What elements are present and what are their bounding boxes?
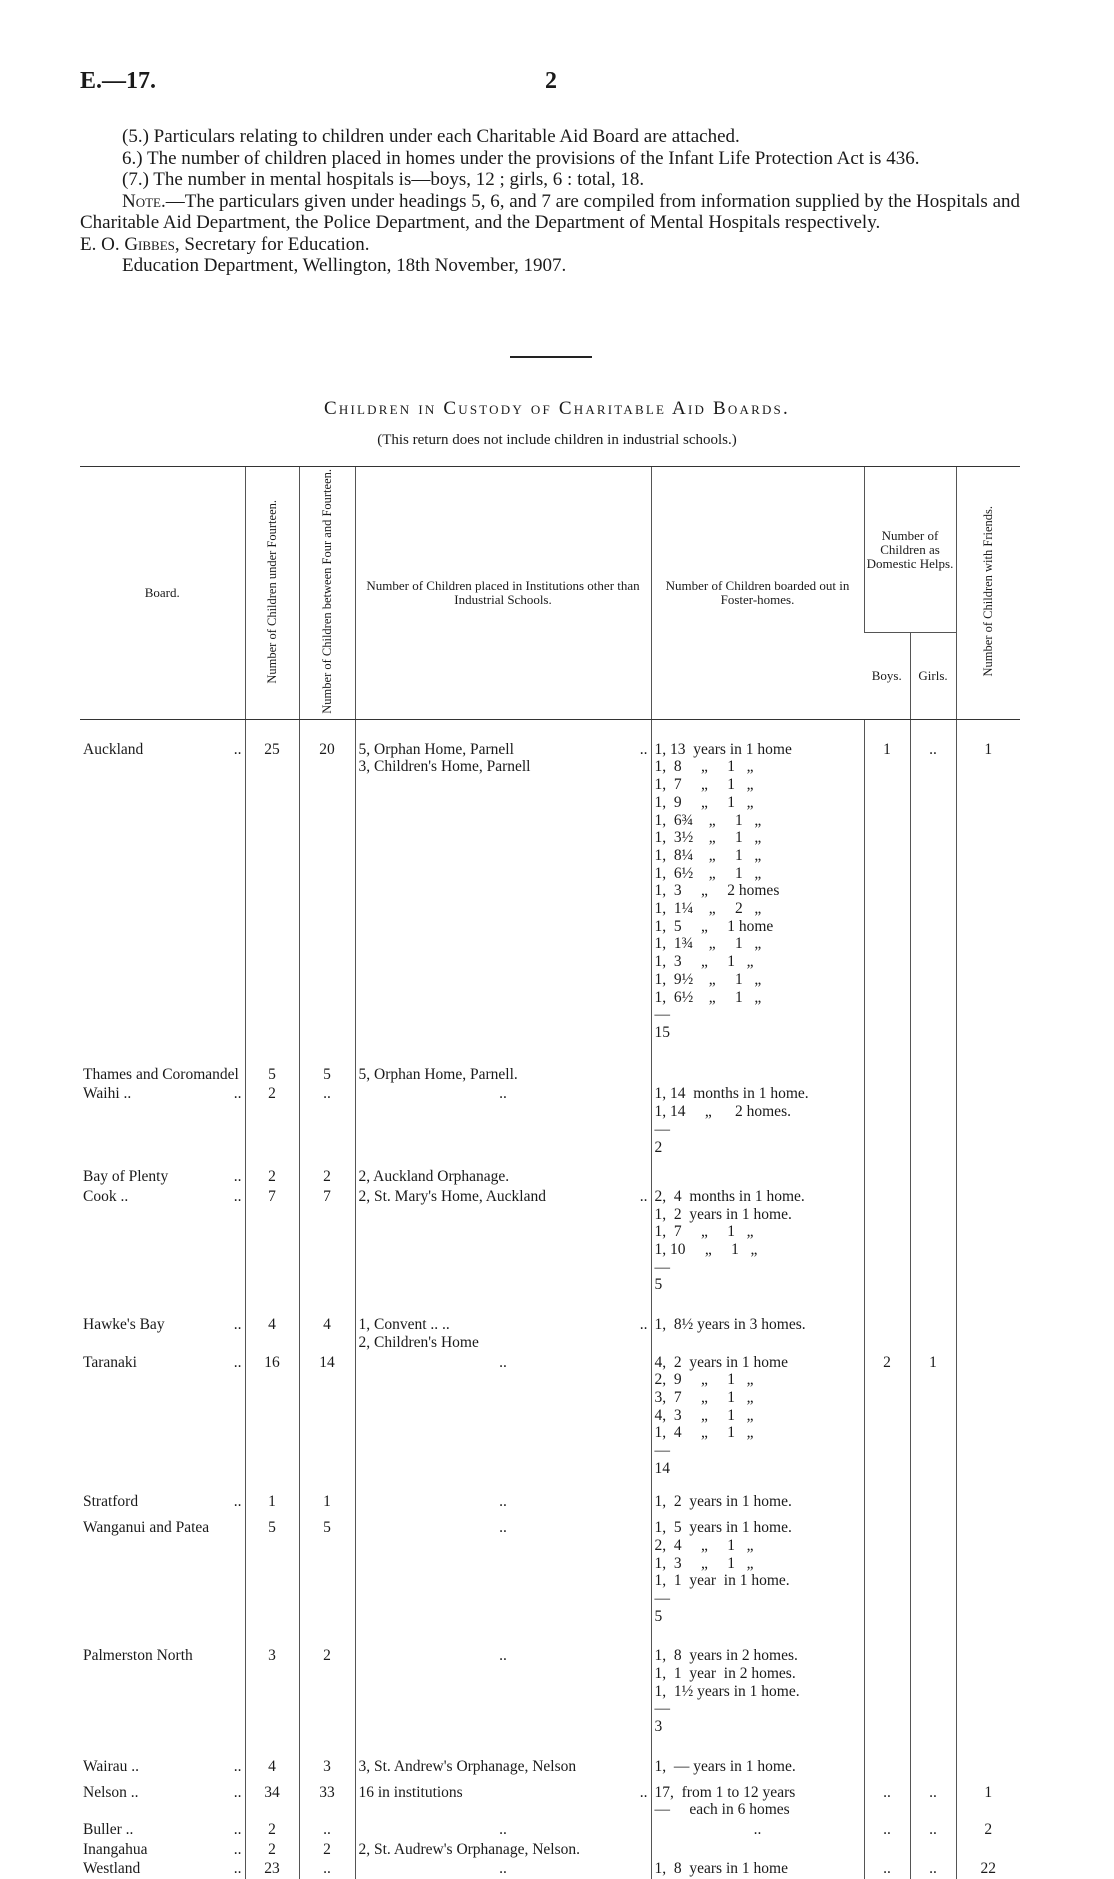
board-cell — [80, 1518, 245, 1626]
boys-cell: .. — [864, 1820, 910, 1840]
boys-cell — [864, 1167, 910, 1187]
institutions-cell — [355, 740, 651, 1043]
boys-cell — [864, 1084, 910, 1157]
institutions-cell — [355, 1492, 651, 1512]
between-cell: 7 — [299, 1187, 355, 1295]
institution-text: 16 in institutions — [358, 1783, 463, 1801]
boys-cell: 2 — [864, 1353, 910, 1479]
institution-text: 2, Auckland Orphanage. — [358, 1168, 510, 1186]
institution-text: 2, St. Audrew's Orphanage, Nelson. — [358, 1840, 580, 1858]
header-girls: Girls. — [910, 633, 956, 719]
friends-cell — [956, 1353, 1020, 1479]
dateline: Education Department, Wellington, 18th November, 1907. — [122, 255, 567, 276]
table-row — [80, 1353, 1020, 1479]
boys-cell: .. — [864, 1783, 910, 1820]
under-fourteen-cell: 25 — [245, 740, 299, 1043]
header-with-friends-label: Number of Children with Friends. — [980, 506, 995, 677]
board-cell — [80, 1820, 245, 1840]
institution-text: 1, Convent .. .. 2, Children's Home — [358, 1316, 479, 1351]
intro-paragraph-5: (5.) Particulars relating to children under each Charitable Aid Board are attached. — [122, 126, 740, 147]
between-cell: .. — [299, 1820, 355, 1840]
note-paragraph — [80, 191, 1020, 234]
board-name: Hawke's Bay — [83, 1316, 165, 1334]
foster-cell: 1, 2 years in 1 home. — [651, 1492, 864, 1512]
friends-cell — [956, 1757, 1020, 1777]
friends-cell: 1 — [956, 1783, 1020, 1820]
board-cell — [80, 1840, 245, 1860]
leader-dots: .. — [233, 1187, 242, 1205]
header-between-label: Number of Children between Four and Fourteen. — [319, 469, 334, 714]
boys-cell — [864, 1065, 910, 1085]
girls-cell — [910, 1492, 956, 1512]
board-name: Wairau .. — [83, 1757, 139, 1775]
under-fourteen-cell: 2 — [245, 1084, 299, 1157]
leader-dots: .. — [233, 1168, 242, 1186]
girls-cell — [910, 1840, 956, 1860]
friends-cell — [956, 1065, 1020, 1085]
institutions-cell — [355, 1084, 651, 1157]
institutions-cell — [355, 1646, 651, 1737]
under-fourteen-cell: 4 — [245, 1757, 299, 1777]
foster-cell: 1, 5 years in 1 home. 2, 4 „ 1 „ 1, 3 „ 1 „ 1, 1 year in 1 home. — 5 — [651, 1518, 864, 1626]
leader-dots: .. — [233, 1860, 242, 1878]
institutions-cell — [355, 1065, 651, 1085]
friends-cell — [956, 1646, 1020, 1737]
table-row — [80, 1167, 1020, 1187]
header-under-fourteen-label: Number of Children under Fourteen. — [264, 499, 279, 684]
board-name: Stratford — [83, 1493, 139, 1511]
header-institutions: Number of Children placed in Institutions other than Industrial Schools. — [355, 467, 651, 720]
board-cell — [80, 1353, 245, 1479]
table-header-row — [80, 467, 1020, 633]
girls-cell: 1 — [910, 1353, 956, 1479]
institutions-cell — [355, 1859, 651, 1879]
table-title: Children in Custody of Charitable Aid Boards. — [324, 398, 790, 419]
boys-cell — [864, 1757, 910, 1777]
friends-cell — [956, 1167, 1020, 1187]
document-code: E.—17. — [80, 68, 157, 94]
boys-cell — [864, 1315, 910, 1352]
between-cell: .. — [299, 1084, 355, 1157]
boys-cell — [864, 1518, 910, 1626]
institution-text: .. — [499, 1493, 507, 1511]
table-row — [80, 1859, 1020, 1879]
between-cell: 2 — [299, 1167, 355, 1187]
foster-cell: 1, 14 months in 1 home. 1, 14 „ 2 homes. — 2 — [651, 1084, 864, 1157]
friends-cell: 1 — [956, 740, 1020, 1043]
under-fourteen-cell: 5 — [245, 1518, 299, 1626]
section-divider — [510, 356, 592, 358]
table-spacer — [80, 1043, 1020, 1065]
friends-cell — [956, 1518, 1020, 1626]
institution-text: .. — [499, 1860, 507, 1878]
table-row — [80, 740, 1020, 1043]
girls-cell — [910, 1065, 956, 1085]
leader-dots: .. — [233, 1757, 242, 1775]
between-cell: 20 — [299, 740, 355, 1043]
institutions-cell — [355, 1353, 651, 1479]
header-boys: Boys. — [864, 633, 910, 719]
between-cell: 33 — [299, 1783, 355, 1820]
board-cell — [80, 1315, 245, 1352]
girls-cell — [910, 1315, 956, 1352]
boys-cell — [864, 1646, 910, 1737]
between-cell: 14 — [299, 1353, 355, 1479]
table-row — [80, 1840, 1020, 1860]
friends-cell — [956, 1187, 1020, 1295]
board-cell — [80, 1084, 245, 1157]
board-name: Thames and Coromandel — [83, 1065, 239, 1083]
intro-text — [80, 126, 1020, 277]
header-between-four-fourteen — [299, 467, 355, 720]
board-name: Wanganui and Patea — [83, 1519, 210, 1537]
board-name: Auckland — [83, 740, 144, 758]
between-cell: .. — [299, 1859, 355, 1879]
foster-cell: 1, 8 years in 2 homes. 1, 1 year in 2 homes. 1, 1½ years in 1 home. — 3 — [651, 1646, 864, 1737]
between-cell: 3 — [299, 1757, 355, 1777]
boys-cell: .. — [864, 1859, 910, 1879]
under-fourteen-cell: 23 — [245, 1859, 299, 1879]
under-fourteen-cell: 16 — [245, 1353, 299, 1479]
foster-cell: 1, 13 years in 1 home 1, 8 „ 1 „ 1, 7 „ 1 „ 1, 9 „ 1 „ 1, 6¾ „ 1 „ 1, 3½ „ 1 „ 1, 8¼ „ 1 „ 1, 6½ „ 1 „ 1, 3 „ 2 homes 1, 1¼ „ 2 „ 1, 5 „ 1 home 1, 1¾ „ 1 „ 1, 3 „ 1 „ 1, 9½ „ 1 „ 1, 6½ „ 1 „ — 15 — [651, 740, 864, 1043]
board-cell — [80, 1167, 245, 1187]
leader-dots: .. — [233, 1353, 242, 1371]
between-cell: 4 — [299, 1315, 355, 1352]
foster-cell — [651, 1167, 864, 1187]
table-row — [80, 1084, 1020, 1157]
foster-cell: 17, from 1 to 12 years — each in 6 homes — [651, 1783, 864, 1820]
institution-text: .. — [499, 1519, 507, 1537]
leader-dots: .. — [233, 1493, 242, 1511]
institution-text: 5, Orphan Home, Parnell 3, Children's Home, Parnell — [358, 740, 531, 776]
between-cell: 5 — [299, 1518, 355, 1626]
board-cell — [80, 1783, 245, 1820]
leader-dots: .. — [233, 1821, 242, 1838]
institution-text: .. — [499, 1085, 507, 1103]
friends-cell: 2 — [956, 1820, 1020, 1840]
under-fourteen-cell: 1 — [245, 1492, 299, 1512]
page-header — [80, 68, 1020, 98]
board-name: Bay of Plenty — [83, 1168, 169, 1186]
institution-text: .. — [499, 1821, 507, 1838]
foster-cell: 1, — years in 1 home. — [651, 1757, 864, 1777]
header-with-friends — [956, 467, 1020, 720]
girls-cell — [910, 1646, 956, 1737]
girls-cell — [910, 1757, 956, 1777]
table-spacer — [80, 1295, 1020, 1315]
table-row — [80, 1783, 1020, 1820]
leader-dots: .. — [639, 740, 648, 758]
under-fourteen-cell: 2 — [245, 1820, 299, 1840]
table-spacer — [80, 1478, 1020, 1492]
intro-paragraph-6: 6.) The number of children placed in homes under the provisions of the Infant Life Protection Act is 436. — [122, 147, 920, 169]
table-row — [80, 1518, 1020, 1626]
friends-cell — [956, 1840, 1020, 1860]
between-cell: 2 — [299, 1840, 355, 1860]
board-name: Westland — [83, 1860, 141, 1878]
board-cell — [80, 1187, 245, 1295]
board-cell — [80, 740, 245, 1043]
board-cell — [80, 1859, 245, 1879]
girls-cell: .. — [910, 1783, 956, 1820]
under-fourteen-cell: 34 — [245, 1783, 299, 1820]
institutions-cell — [355, 1315, 651, 1352]
table-row — [80, 1315, 1020, 1352]
friends-cell: 22 — [956, 1859, 1020, 1879]
table-row — [80, 1065, 1020, 1085]
girls-cell — [910, 1187, 956, 1295]
foster-cell — [651, 1065, 864, 1085]
institutions-cell — [355, 1840, 651, 1860]
note-label: Note. — [122, 190, 166, 212]
header-foster-homes: Number of Children boarded out in Foster-homes. — [651, 467, 864, 720]
foster-cell: 2, 4 months in 1 home. 1, 2 years in 1 home. 1, 7 „ 1 „ 1, 10 „ 1 „ — 5 — [651, 1187, 864, 1295]
signature — [80, 234, 1020, 256]
institution-text: 3, St. Andrew's Orphanage, Nelson — [358, 1757, 577, 1775]
leader-dots: .. — [233, 1783, 242, 1801]
board-cell — [80, 1757, 245, 1777]
foster-cell — [651, 1840, 864, 1860]
table-spacer — [80, 1626, 1020, 1646]
intro-paragraph-7: (7.) The number in mental hospitals is—boys, 12 ; girls, 6 : total, 18. — [122, 169, 645, 190]
boys-cell: 1 — [864, 740, 910, 1043]
under-fourteen-cell: 7 — [245, 1187, 299, 1295]
table-spacer — [80, 1737, 1020, 1757]
leader-dots: .. — [639, 1783, 648, 1801]
between-cell: 1 — [299, 1492, 355, 1512]
board-name: Buller .. — [83, 1821, 134, 1838]
girls-cell — [910, 1084, 956, 1157]
institutions-cell — [355, 1820, 651, 1840]
leader-dots: .. — [233, 1085, 242, 1103]
table-row — [80, 1646, 1020, 1737]
friends-cell — [956, 1492, 1020, 1512]
foster-cell: 1, 8½ years in 3 homes. — [651, 1315, 864, 1352]
signature-title: , Secretary for Education. — [174, 233, 370, 255]
foster-cell: .. — [651, 1820, 864, 1840]
board-name: Waihi .. — [83, 1085, 132, 1103]
board-name: Cook .. — [83, 1187, 129, 1205]
institution-text: 5, Orphan Home, Parnell. — [358, 1065, 518, 1083]
institutions-cell — [355, 1187, 651, 1295]
foster-cell: 4, 2 years in 1 home 2, 9 „ 1 „ 3, 7 „ 1 „ 4, 3 „ 1 „ 1, 4 „ 1 „ — 14 — [651, 1353, 864, 1479]
board-name: Nelson .. — [83, 1783, 139, 1801]
leader-dots: .. — [233, 1316, 242, 1334]
under-fourteen-cell: 5 — [245, 1065, 299, 1085]
table-row — [80, 1820, 1020, 1840]
girls-cell: .. — [910, 740, 956, 1043]
foster-cell: 1, 8 years in 1 home — [651, 1859, 864, 1879]
board-name: Taranaki — [83, 1353, 137, 1371]
board-cell — [80, 1492, 245, 1512]
institution-text: 2, St. Mary's Home, Auckland — [358, 1187, 546, 1205]
girls-cell — [910, 1518, 956, 1626]
header-board: Board. — [80, 467, 245, 720]
leader-dots: .. — [639, 1316, 648, 1334]
boys-cell — [864, 1187, 910, 1295]
board-name: Inangahua — [83, 1840, 148, 1858]
under-fourteen-cell: 2 — [245, 1840, 299, 1860]
institution-text: .. — [499, 1647, 507, 1665]
note-text: —The particulars given under headings 5, 6, and 7 are compiled from information supplied by the Hospitals and Charitable Aid Department, the Police Department, and the Department of Mental Hospitals respectively. — [80, 190, 1021, 233]
boys-cell — [864, 1840, 910, 1860]
under-fourteen-cell: 3 — [245, 1646, 299, 1737]
board-name: Palmerston North — [83, 1647, 193, 1665]
header-domestic-helps: Number of Children as Domestic Helps. — [864, 467, 956, 633]
table-row — [80, 1757, 1020, 1777]
signature-name: E. O. Gibbes — [80, 233, 175, 255]
table-body — [80, 719, 1020, 1879]
girls-cell: .. — [910, 1820, 956, 1840]
boys-cell — [864, 1492, 910, 1512]
table-subtitle: (This return does not include children in industrial schools.) — [377, 432, 737, 448]
institutions-cell — [355, 1167, 651, 1187]
friends-cell — [956, 1084, 1020, 1157]
under-fourteen-cell: 2 — [245, 1167, 299, 1187]
institution-text: .. — [499, 1353, 507, 1371]
board-cell — [80, 1065, 245, 1085]
girls-cell — [910, 1167, 956, 1187]
page-number: 2 — [545, 68, 557, 94]
custody-table — [80, 466, 1020, 1879]
table-spacer — [80, 1157, 1020, 1167]
institutions-cell — [355, 1783, 651, 1820]
table-spacer — [80, 719, 1020, 740]
leader-dots: .. — [233, 740, 242, 758]
between-cell: 5 — [299, 1065, 355, 1085]
friends-cell — [956, 1315, 1020, 1352]
girls-cell: .. — [910, 1859, 956, 1879]
header-under-fourteen — [245, 467, 299, 720]
under-fourteen-cell: 4 — [245, 1315, 299, 1352]
table-row — [80, 1492, 1020, 1512]
institutions-cell — [355, 1518, 651, 1626]
board-cell — [80, 1646, 245, 1737]
leader-dots: .. — [233, 1840, 242, 1858]
institutions-cell — [355, 1757, 651, 1777]
leader-dots: .. — [639, 1187, 648, 1205]
table-row — [80, 1187, 1020, 1295]
between-cell: 2 — [299, 1646, 355, 1737]
